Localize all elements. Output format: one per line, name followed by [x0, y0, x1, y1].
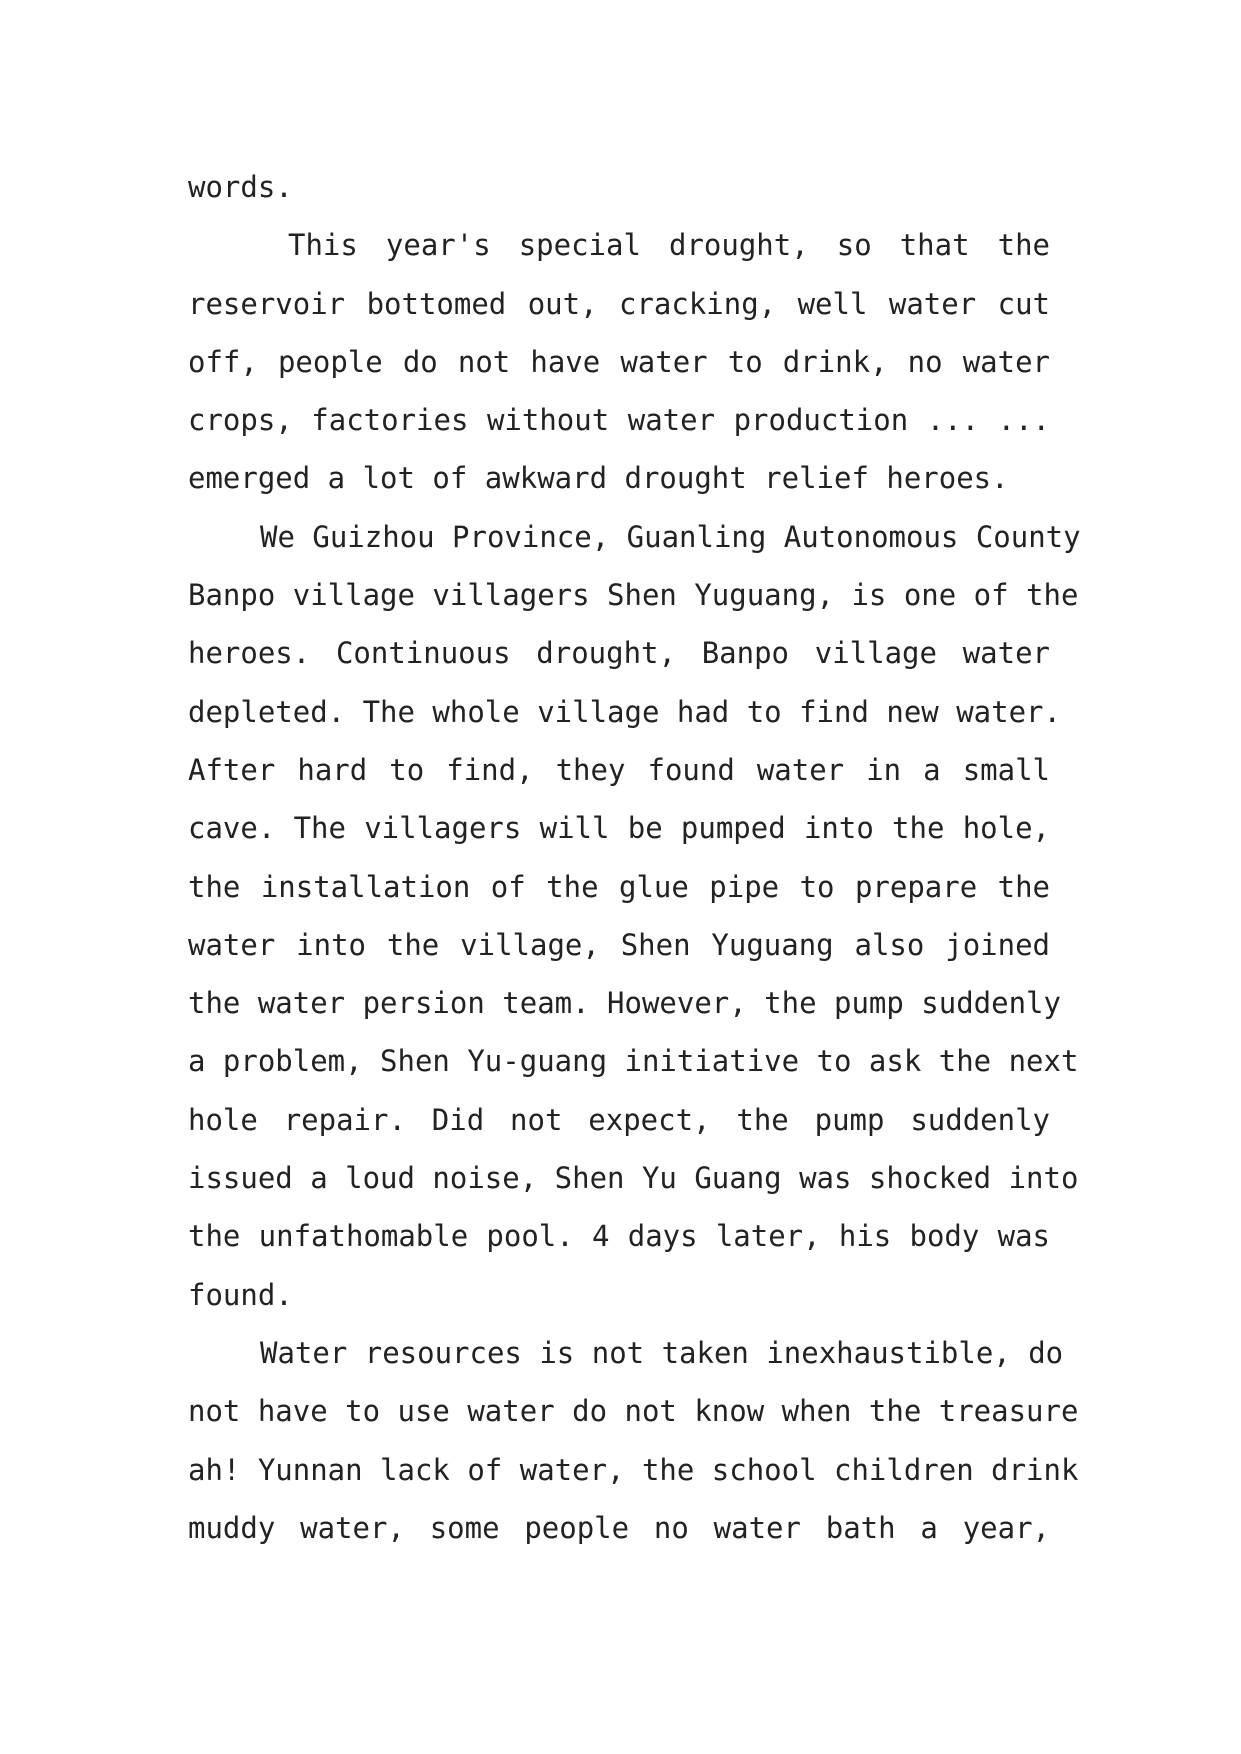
text-line: [188, 216, 1050, 274]
text-line: [188, 1324, 1064, 1382]
line-text: After hard to find, they found water in a small: [188, 752, 1050, 787]
text-line: [188, 974, 1061, 1032]
line-text: the water persion team. However, the pump suddenly: [188, 986, 1061, 1021]
text-line: [188, 1149, 1079, 1207]
text-line: [188, 333, 1050, 391]
line-text: depleted. The whole village had to find new water.: [188, 694, 1061, 729]
text-line: [188, 624, 1050, 682]
line-text: words.: [188, 170, 293, 204]
text-line: [188, 1441, 1079, 1499]
line-text: off, people do not have water to drink, no water: [188, 344, 1050, 379]
text-line: [188, 1499, 1050, 1557]
line-text: a problem, Shen Yu-guang initiative to ask the next: [188, 1044, 1079, 1079]
line-text: hole repair. Did not expect, the pump suddenly: [188, 1102, 1050, 1137]
text-line: [188, 508, 1081, 566]
line-text: crops, factories without water production ... ...: [188, 403, 1050, 438]
text-line: [188, 1382, 1079, 1440]
text-line: [188, 1091, 1050, 1149]
text-line: [188, 449, 1050, 507]
line-text: muddy water, some people no water bath a year,: [188, 1510, 1050, 1545]
line-text: Water resources is not taken inexhaustible, do: [260, 1335, 1064, 1370]
line-text: the installation of the glue pipe to prepare the: [188, 869, 1050, 904]
text-line: [188, 683, 1061, 741]
line-text: ah! Yunnan lack of water, the school children drink: [188, 1452, 1079, 1487]
text-line: [188, 158, 1050, 216]
text-line: [188, 916, 1050, 974]
line-text: We Guizhou Province, Guanling Autonomous County: [260, 519, 1081, 554]
text-line: [188, 1032, 1079, 1090]
body-text: [188, 158, 1081, 1557]
text-line: [188, 858, 1050, 916]
line-text: This year's special drought, so that the: [288, 228, 1050, 263]
text-line: [188, 566, 1079, 624]
line-text: Banpo village villagers Shen Yuguang, is one of the: [188, 578, 1079, 613]
line-text: heroes. Continuous drought, Banpo village water: [188, 636, 1050, 671]
text-line: [188, 799, 1050, 857]
text-line: [188, 275, 1050, 333]
text-line: [188, 1266, 1050, 1324]
text-line: [188, 1207, 1050, 1265]
line-text: cave. The villagers will be pumped into the hole,: [188, 811, 1050, 846]
line-text: not have to use water do not know when the treasure: [188, 1394, 1079, 1429]
line-text: water into the village, Shen Yuguang also joined: [188, 927, 1050, 962]
line-text: issued a loud noise, Shen Yu Guang was shocked into: [188, 1161, 1079, 1196]
text-line: [188, 741, 1050, 799]
text-line: [188, 391, 1050, 449]
line-text: the unfathomable pool. 4 days later, his body was: [188, 1219, 1050, 1254]
line-text: found.: [188, 1277, 293, 1312]
line-text: reservoir bottomed out, cracking, well water cut: [188, 286, 1050, 321]
line-text: emerged a lot of awkward drought relief heroes.: [188, 461, 1009, 496]
